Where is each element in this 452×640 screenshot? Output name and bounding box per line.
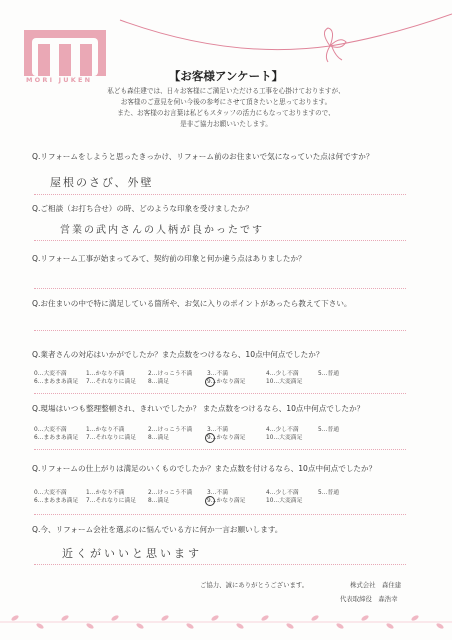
intro-line-4: 是非ご協力お願いいたします。 xyxy=(180,120,272,128)
answer-line xyxy=(34,288,406,289)
rating-scale-2: 0…大変不満 1…かなり不満 2…けっこう不満 3…不満 4…少し不満 5…普通 6…まあまあ満足 7…それなりに満足 8…満足 9…かなり満足 10…大変満足 xyxy=(34,427,340,441)
intro-line-1: 私ども森住建では、日々お客様にご満足いただける工事を心掛けておりますが、 xyxy=(107,87,345,95)
answer-line xyxy=(34,194,406,195)
question-2: Q.ご相談（お打ち合せ）の時、どのような印象を受けましたか？ xyxy=(32,204,254,213)
question-5: Q.業者さんの対応はいかがでしたか？また点数をつけるなら、10点中何点でしたか？ xyxy=(32,350,324,359)
intro-line-2: お客様のご意見を伺い今後の参考にさせて頂きたいと思っております。 xyxy=(120,98,332,106)
footer-representative: 代表取締役 森浩幸 xyxy=(340,595,398,603)
answer-line xyxy=(34,449,406,450)
question-3: Q.リフォーム工事が始まってみて、契約前の印象と何か違う点はありましたか？ xyxy=(32,254,306,263)
logo-wordmark: MORI JUKEN xyxy=(26,76,93,84)
selected-rating: 9…かなり満足 xyxy=(207,498,246,504)
answer-line xyxy=(34,393,406,394)
answer-8: 近くがいいと思います xyxy=(62,547,202,560)
selection-circle xyxy=(205,377,215,387)
footer-company: 株式会社 森住建 xyxy=(350,581,402,589)
answer-2: 営業の武内さんの人柄が良かったです xyxy=(60,225,264,236)
leaf-border-decoration xyxy=(0,600,452,640)
answer-line xyxy=(34,514,406,515)
footer-thanks: ご協力、誠にありがとうございます。 xyxy=(200,581,309,589)
selection-circle xyxy=(205,496,215,506)
rating-scale-3: 0…大変不満 1…かなり不満 2…けっこう不満 3…不満 4…少し不満 5…普通 6…まあまあ満足 7…それなりに満足 8…満足 9…かなり満足 10…大変満足 xyxy=(34,490,340,504)
rating-scale-1: 0…大変不満 1…かなり不満 2…けっこう不満 3…不満 4…少し不満 5…普通 6…まあまあ満足 7…それなりに満足 8…満足 9…かなり満足 10…大変満足 xyxy=(34,371,340,385)
answer-line xyxy=(34,564,406,565)
answer-1: 屋根のさび、外壁 xyxy=(50,176,154,189)
selected-rating: 9…かなり満足 xyxy=(207,435,246,441)
answer-line xyxy=(34,330,406,331)
selection-circle xyxy=(205,433,215,443)
question-8: Q.今、リフォーム会社を選ぶのに悩んでいる方に何か一言お願いします。 xyxy=(32,525,283,534)
intro-line-3: また、お客様のお言葉は私どもスタッフの活力にもなっておりますので、 xyxy=(117,109,335,117)
question-1: Q.リフォームをしようと思ったきっかけ、リフォーム前のお住まいで気になっていた点は何ですか？ xyxy=(32,152,374,161)
question-6: Q.現場はいつも整理整頓され、きれいでしたか？ また点数をつけるなら、10点中何点でしたか？ xyxy=(32,404,365,413)
answer-line xyxy=(34,240,406,241)
question-4: Q.お住まいの中で特に満足している箇所や、お気に入りのポイントがあったら教えて下さい。 xyxy=(32,299,352,308)
selected-rating: 9…かなり満足 xyxy=(207,379,246,385)
page-title: 【お客様アンケート】 xyxy=(168,69,284,83)
question-7: Q.リフォームの仕上がりは満足のいくものでしたか？また点数を付けるなら、10点中何点でしたか？ xyxy=(32,464,377,473)
